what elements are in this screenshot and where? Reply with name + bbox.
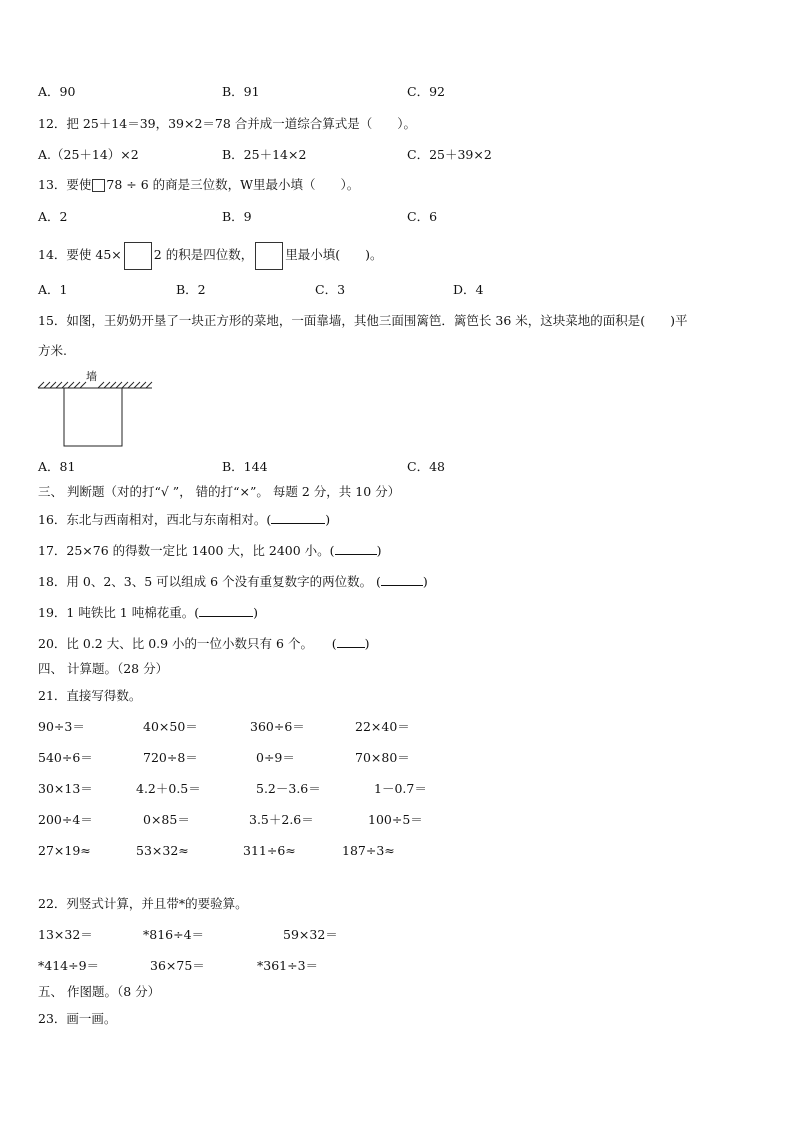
section5-title: 五、 作图题。（8 分） xyxy=(38,984,161,999)
q21-r2-c2: 720÷8＝ xyxy=(143,750,198,765)
q11-option-a: A．90 xyxy=(38,84,76,99)
q13-blank-box xyxy=(92,179,105,192)
q21-r3-c1: 30×13＝ xyxy=(38,781,93,796)
q14-stem xyxy=(38,240,382,270)
q16-text: 16．东北与西南相对，西北与东南相对。( xyxy=(38,512,272,527)
q13-option-b: B．9 xyxy=(222,209,252,224)
q17-close: ) xyxy=(376,543,382,558)
q20-answer-blank[interactable] xyxy=(337,635,365,648)
q14-option-c: C．3 xyxy=(315,282,346,297)
q17 xyxy=(38,542,381,559)
q21-stem: 21．直接写得数。 xyxy=(38,688,142,703)
q22-r1-c1: 13×32＝ xyxy=(38,927,93,942)
q21-r4-c1: 200÷4＝ xyxy=(38,812,93,827)
q14-stem-pre: 14．要使 45× xyxy=(38,247,122,262)
q17-text: 17．25×76 的得数一定比 1400 大，比 2400 小。( xyxy=(38,543,335,558)
q22-r1-c2: *816÷4＝ xyxy=(143,927,205,942)
q21-r2-c4: 70×80＝ xyxy=(355,750,410,765)
q11-option-c: C．92 xyxy=(407,84,445,99)
q15-option-b: B．144 xyxy=(222,459,268,474)
q14-option-d: D．4 xyxy=(453,282,484,297)
q14-stem-post: 里最小填( )。 xyxy=(285,247,383,262)
q16-answer-blank[interactable] xyxy=(271,511,325,524)
q15-option-c: C．48 xyxy=(407,459,445,474)
q12-option-c: C．25＋39×2 xyxy=(407,147,492,162)
q15-stem-line1: 15．如图，王奶奶开垦了一块正方形的菜地，一面靠墙，其他三面围篱笆．篱笆长 36 米，这块菜地的面积是( )平 xyxy=(38,313,688,328)
q12-option-a: A.（25＋14）×2 xyxy=(38,147,139,162)
q22-r2-c3: *361÷3＝ xyxy=(257,958,319,973)
q13-stem-pre: 13．要使 xyxy=(38,177,92,192)
q22-r1-c3: 59×32＝ xyxy=(283,927,338,942)
q19 xyxy=(38,604,258,621)
q14-blank-box-1 xyxy=(124,242,152,270)
q21-r2-c3: 0÷9＝ xyxy=(256,750,295,765)
q18 xyxy=(38,573,428,590)
q15-option-a: A．81 xyxy=(38,459,76,474)
q22-stem: 22．列竖式计算，并且带*的要验算。 xyxy=(38,896,248,911)
q15-stem-line2: 方米. xyxy=(38,343,67,358)
q21-r5-c1: 27×19≈ xyxy=(38,843,91,858)
q21-r5-c2: 53×32≈ xyxy=(136,843,189,858)
section4-title: 四、 计算题。（28 分） xyxy=(38,661,169,676)
q21-r5-c4: 187÷3≈ xyxy=(342,843,395,858)
q12-stem: 12．把 25＋14＝39，39×2＝78 合并成一道综合算式是（ ）。 xyxy=(38,116,417,131)
q13-stem-post: 78 ÷ 6 的商是三位数，W里最小填（ ）。 xyxy=(106,177,360,192)
q12-option-b: B．25＋14×2 xyxy=(222,147,307,162)
q19-close: ) xyxy=(253,605,258,620)
q23-stem: 23．画一画。 xyxy=(38,1011,117,1026)
q21-r5-c3: 311÷6≈ xyxy=(243,843,296,858)
q21-r1-c3: 360÷6＝ xyxy=(250,719,305,734)
q21-r4-c2: 0×85＝ xyxy=(143,812,190,827)
q21-r2-c1: 540÷6＝ xyxy=(38,750,93,765)
q13-option-c: C．6 xyxy=(407,209,438,224)
q16 xyxy=(38,511,330,528)
q21-r1-c4: 22×40＝ xyxy=(355,719,410,734)
q20-close: ) xyxy=(364,636,370,651)
q20-text: 20．比 0.2 大、比 0.9 小的一位小数只有 6 个。 ( xyxy=(38,636,337,651)
q22-r2-c2: 36×75＝ xyxy=(150,958,205,973)
fence-outline xyxy=(64,388,122,446)
q21-r4-c3: 3.5＋2.6＝ xyxy=(249,812,314,827)
q15-wall-label: 墙 xyxy=(86,370,97,383)
q21-r3-c2: 4.2＋0.5＝ xyxy=(136,781,201,796)
q13-option-a: A．2 xyxy=(38,209,68,224)
q13-stem xyxy=(38,177,359,193)
q19-text: 19．1 吨铁比 1 吨棉花重。( xyxy=(38,605,200,620)
q14-blank-box-2 xyxy=(255,242,283,270)
q11-option-b: B．91 xyxy=(222,84,260,99)
q14-stem-mid: 2 的积是四位数， xyxy=(153,247,254,262)
section3-title: 三、 判断题（对的打“√ ”， 错的打“×”。 每题 2 分，共 10 分） xyxy=(38,484,401,499)
q21-r1-c1: 90÷3＝ xyxy=(38,719,85,734)
q22-r2-c1: *414÷9＝ xyxy=(38,958,100,973)
q18-text: 18．用 0、2、3、5 可以组成 6 个没有重复数字的两位数。 ( xyxy=(38,574,381,589)
q21-r3-c3: 5.2－3.6＝ xyxy=(256,781,321,796)
q17-answer-blank[interactable] xyxy=(335,542,377,555)
q16-close: ) xyxy=(325,512,331,527)
q19-answer-blank[interactable] xyxy=(199,604,253,617)
q21-r1-c2: 40×50＝ xyxy=(143,719,198,734)
q21-r4-c4: 100÷5＝ xyxy=(368,812,423,827)
q14-option-b: B．2 xyxy=(176,282,206,297)
q14-option-a: A．1 xyxy=(38,282,68,297)
q20 xyxy=(38,635,369,652)
q18-close: ) xyxy=(422,574,428,589)
q21-r3-c4: 1－0.7＝ xyxy=(374,781,427,796)
q18-answer-blank[interactable] xyxy=(381,573,423,586)
q15-garden-figure xyxy=(36,366,156,450)
